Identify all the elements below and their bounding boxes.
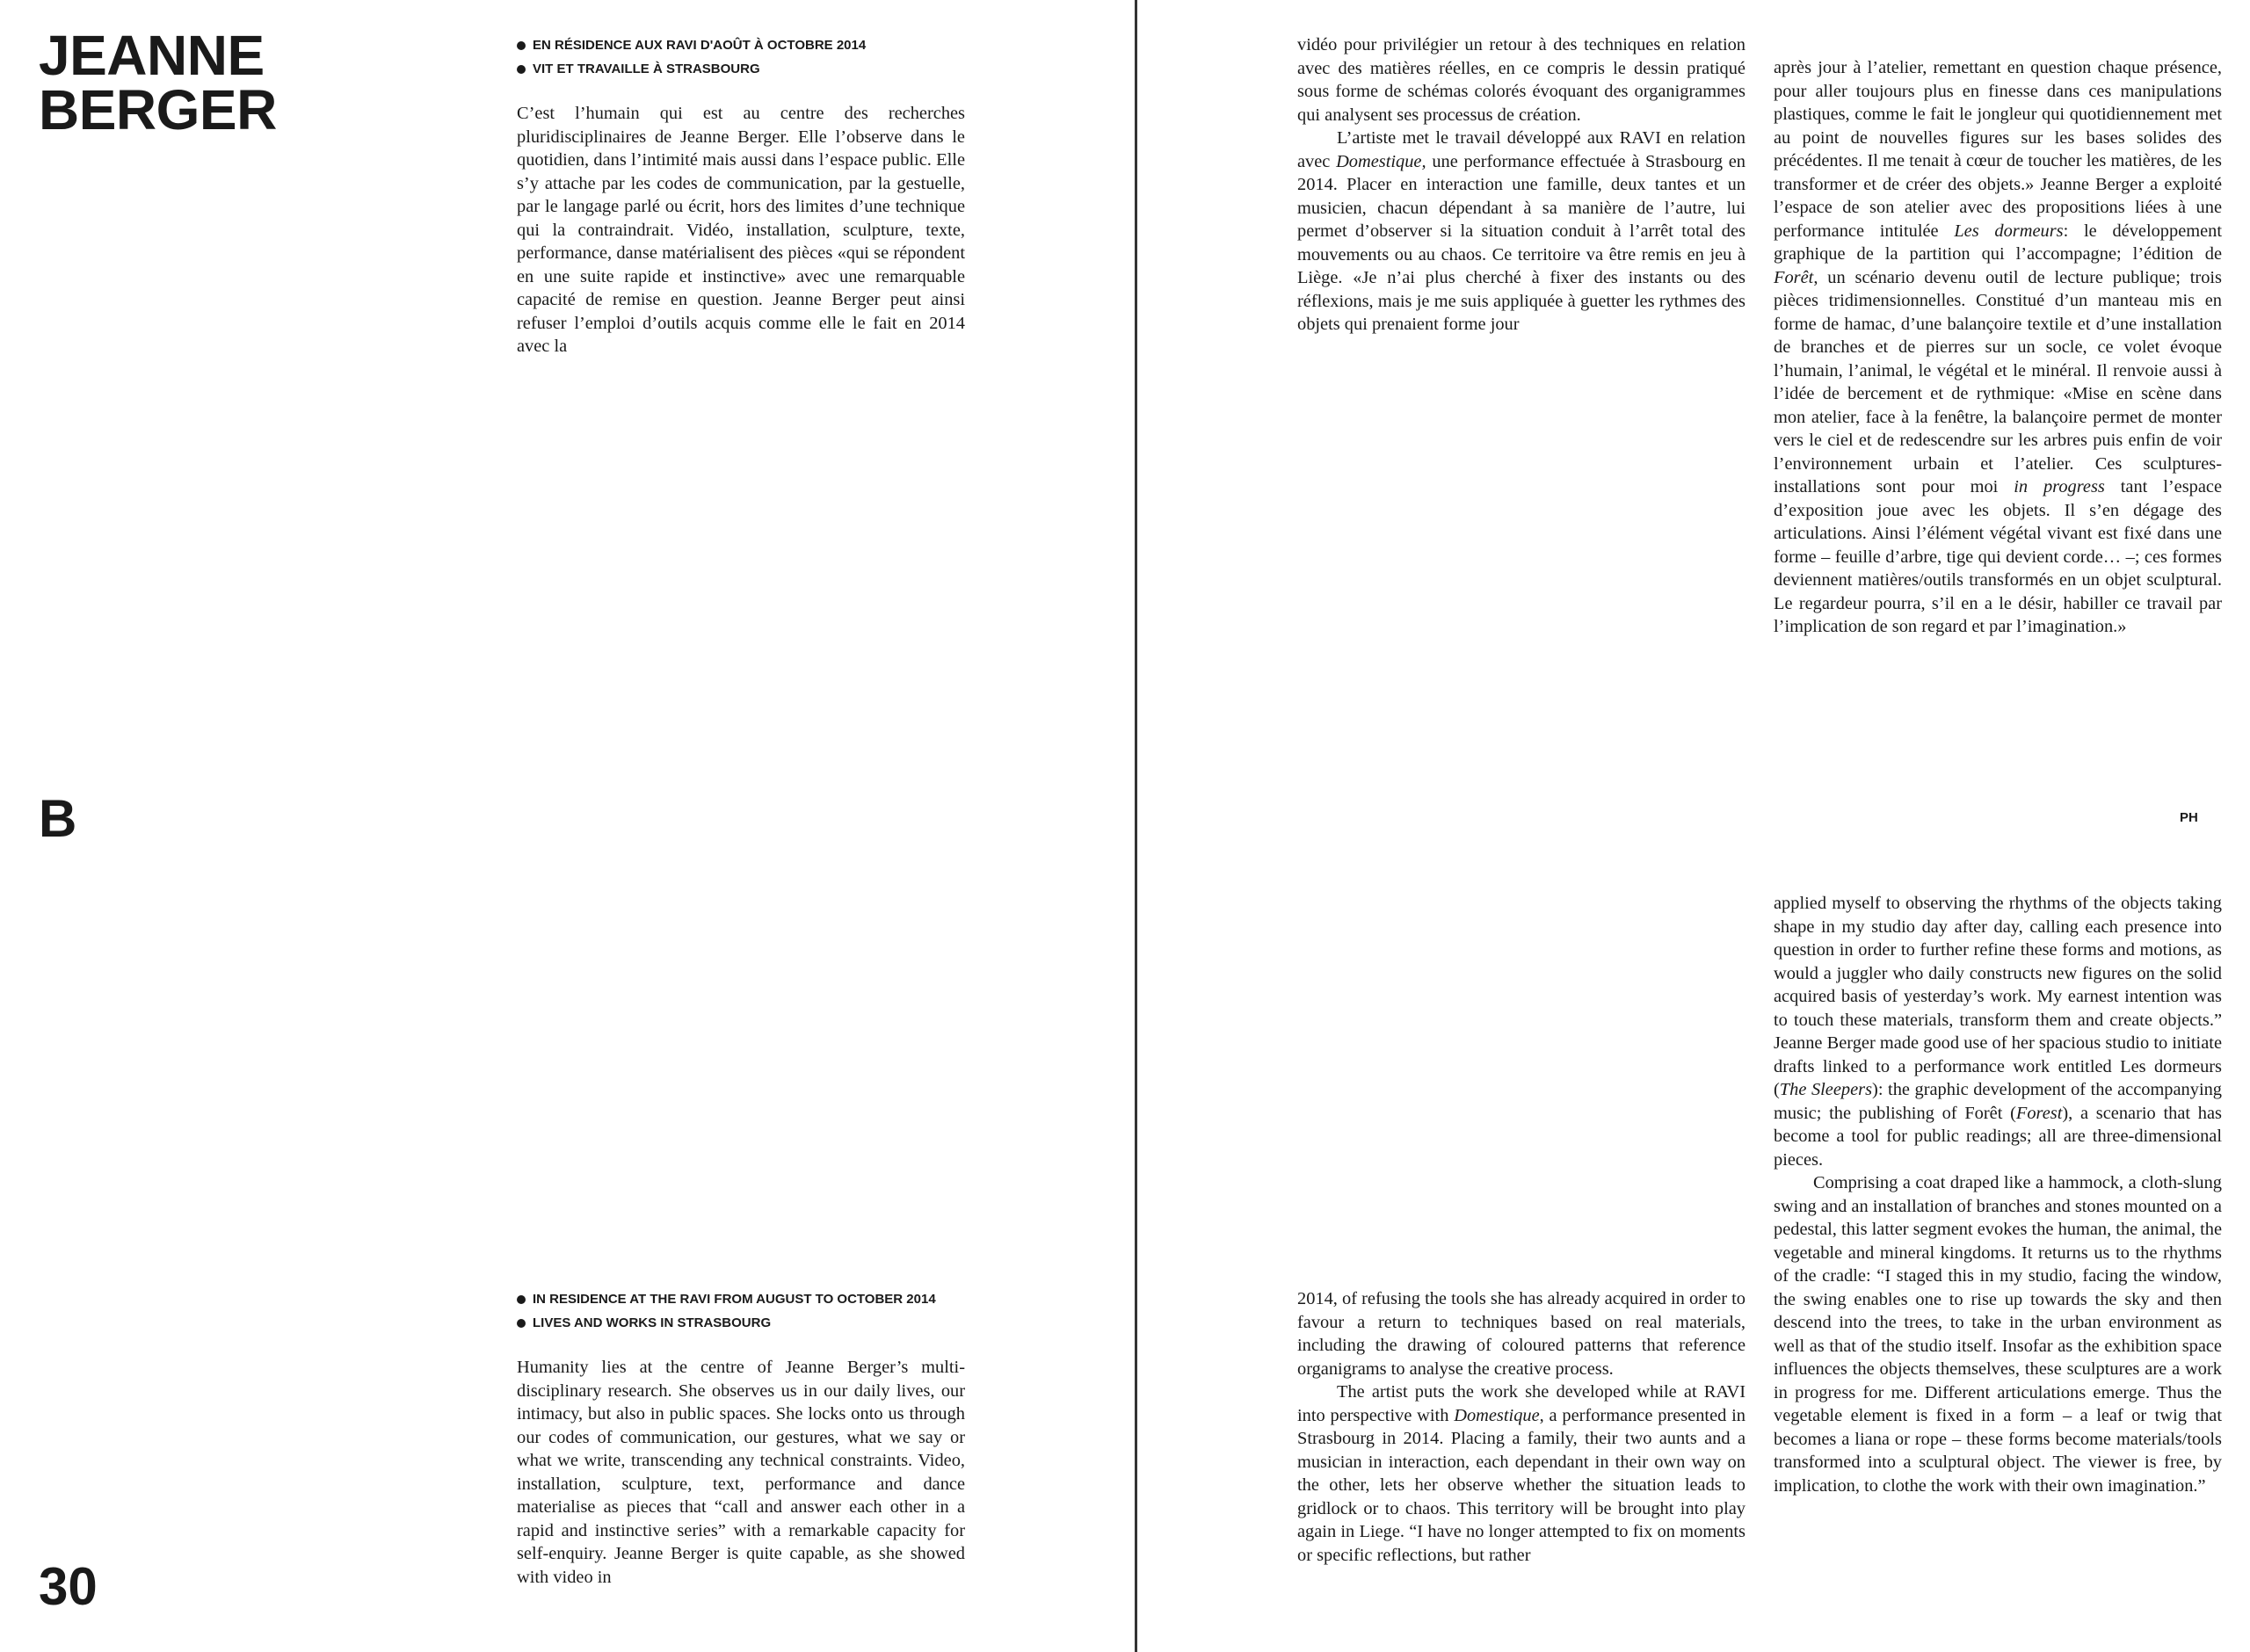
en-paragraph: Comprising a coat draped like a hammock, a cloth-slung swing and an installation of branches and stones mounted on a pedestal, this latter segment evokes the human, the animal, the vegetable and mineral kingdoms. It returns us to the rhythms of the cradle: “I staged this in my studio, facing the window, the swing enables one to rise up towards the sky and then descend into the trees, to take in the urban environment as well as that of the studio itself. Insofar as the exhibition space influences the objects themselves, these sculptures are a work in progress for me. Different articulations emerge. Thus the vegetable element is fixed in a form – a leaf or twig that becomes a liana or rope – these forms become materials/tools transformed into a sculptural object. The viewer is free, by implication, to clothe the work with their own imagination.” (1774, 1173, 2222, 1496)
en-paragraph: 2014, of refusing the tools she has already acquired in order to favour a return to techniques based on real materials, including the drawing of coloured patterns that reference organigrams to analyse the creative process. (1297, 1289, 1746, 1379)
en-column-1 (517, 1356, 965, 1589)
fr-paragraph: après jour à l’atelier, remettant en question chaque présence, pour aller toujours plus en finesse dans ces manipulations plastiques, comme le fait le jongleur qui quotidiennement met au point de nouvelles figures sur les bases solides des précédentes. Il me tenait à cœur de toucher les matières, de les transformer et de créer des objets.» Jeanne Berger a exploité l’espace de son atelier avec des propositions liées à une performance intitulée Les dormeurs: le développement graphique de la partition qui l’accompagne; l’édition de Forêt, un scénario devenu outil de lecture publique; trois pièces tridimensionnelles. Constitué d’un manteau mis en forme de hamac, d’une balançoire textile et d’une installation de branches et de pierres sur un socle, ce volet évoque l’humain, l’animal, le végétal et le minéral. Il renvoie aussi à l’idée de bercement et de rythmique: «Mise en scène dans mon atelier, face à la fenêtre, la balançoire permet de monter vers le ciel et de redescendre sur les arbres puis enfin de voir l’environnement urbain et l’atelier. Ces sculptures-installations sont pour moi in progress tant l’espace d’exposition joue avec les objets. Il s’en dégage des articulations. Ainsi l’élément végétal vivant est fixé dans une forme – feuille d’arbre, tige qui devient corde… –; ces formes deviennent matières/outils transformés en un objet sculptural. Le regardeur pourra, s’il en a le désir, habiller ce travail par l’implication de son regard et par l’imagination.» (1774, 58, 2223, 636)
fr-meta-residence: EN RÉSIDENCE AUX RAVI D'AOÛT À OCTOBRE 2014 (517, 33, 974, 57)
fr-meta (517, 33, 974, 81)
en-meta-residence: IN RESIDENCE AT THE RAVI FROM AUGUST TO OCTOBER 2014 (517, 1287, 974, 1311)
fr-column-1 (517, 102, 965, 359)
en-paragraph: Humanity lies at the centre of Jeanne Berger’s multi-disciplinary research. She observes us in our daily lives, our intimacy, but also in public spaces. She locks onto us through our codes of communication, our gestures, what we say or what we write, transcending any technical constraints. Video, installation, sculpture, text, performance and dance materialise as pieces that “call and answer each other in a rapid and instinctive series” with a remarkable capacity for self-enquiry. Jeanne Berger is quite capable, as she showed with video in (517, 1358, 965, 1587)
fr-column-2 (1297, 33, 1746, 337)
en-paragraph: applied myself to observing the rhythms of the objects taking shape in my studio day after day, calling each presence into question in order to further refine these forms and motions, as would a juggler who daily constructs new figures on the solid acquired basis of yesterday’s work. My earnest intention was to touch these materials, transform them and create objects.” Jeanne Berger made good use of her spacious studio to initiate drafts linked to a performance work entitled Les dormeurs (The Sleepers): the graphic development of the accompanying music; the publishing of Forêt (Forest), a scenario that has become a tool for public readings; all are three-dimensional pieces. (1774, 894, 2222, 1170)
en-column-2 (1297, 1287, 1746, 1567)
en-meta (517, 1287, 974, 1335)
en-meta-location: LIVES AND WORKS IN STRASBOURG (517, 1311, 974, 1335)
bullet-icon (517, 41, 526, 50)
bullet-icon (517, 1319, 526, 1328)
bullet-icon (517, 65, 526, 74)
section-letter: B (39, 789, 77, 848)
bullet-icon (517, 1295, 526, 1304)
artist-first-name: JEANNE (39, 24, 265, 87)
en-paragraph: The artist puts the work she developed while at RAVI into perspective with Domestique, a performance presented in Strasbourg in 2014. Placing a family, their two aunts and a musician in interaction, each dependant in their own way on the other, lets her observe whether the situation leads to gridlock or to chaos. This territory will be brought into play again in Liege. “I have no longer attempted to fix on moments or specific reflections, but rather (1297, 1382, 1746, 1565)
author-initials: PH (2180, 810, 2198, 825)
en-column-3 (1774, 892, 2222, 1497)
fr-meta-location: VIT ET TRAVAILLE À STRASBOURG (517, 57, 974, 81)
fr-paragraph: L’artiste met le travail développé aux RAVI en relation avec Domestique, une performance effectuée à Strasbourg en 2014. Placer en interaction une famille, deux tantes et un musicien, chacun dépendant à sa manière de l’autre, lui permet d’observer si la situation conduit à l’arrêt total des mouvements ou au chaos. Ce territoire va être remis en jeu à Liège. «Je n’ai plus cherché à fixer des instants ou des réflexions, mais je me suis appliquée à guetter les rythmes des objets qui prenaient forme jour (1297, 128, 1746, 334)
artist-last-name: BERGER (39, 78, 277, 141)
fr-paragraph: C’est l’humain qui est au centre des recherches pluridisciplinaires de Jeanne Berger. Elle l’observe dans le quotidien, dans l’intimité mais aussi dans l’espace public. Elle s’y attache par les codes de communication, par la gestuelle, par le langage parlé ou écrit, hors des limites d’une technique qui la contraindrait. Vidéo, installation, sculpture, texte, performance, danse matérialisent des pièces «qui se répondent en une suite rapide et instinctive» avec une remarquable capacité de remise en question. Jeanne Berger peut ainsi refuser l’emploi d’outils acquis comme elle le fait en 2014 avec la (517, 104, 965, 356)
fr-paragraph: vidéo pour privilégier un retour à des techniques en relation avec des matières réelles, en ce compris le dessin pratiqué sous forme de schémas colorés évoquant des organigrammes qui analysent ses processus de création. (1297, 35, 1746, 125)
fr-column-3 (1774, 56, 2222, 639)
page-spine (1135, 0, 1137, 1652)
page-number: 30 (39, 1557, 98, 1616)
artist-name (39, 24, 277, 141)
